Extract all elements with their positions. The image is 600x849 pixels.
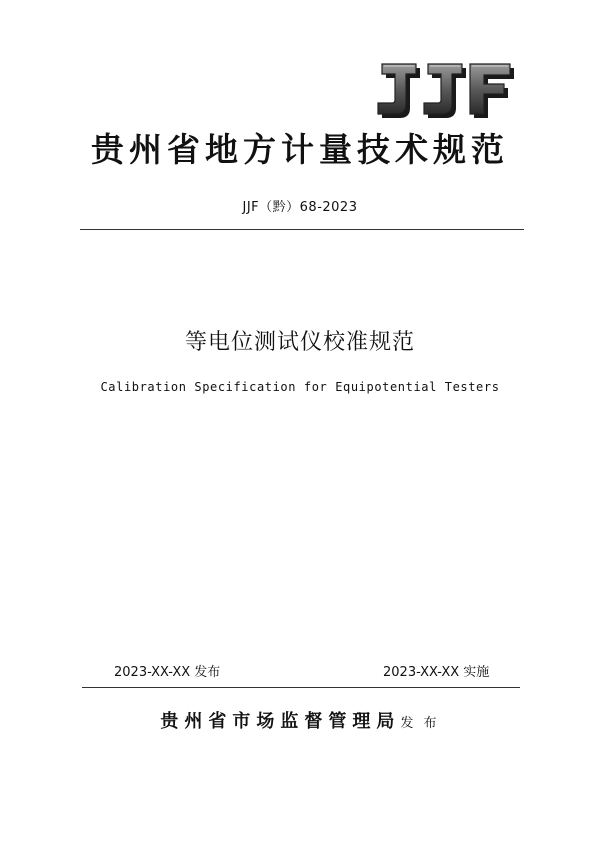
series-title: 贵州省地方计量技术规范: [91, 130, 509, 169]
issuer-name: 贵州省市场监督管理局: [160, 711, 401, 732]
effective-date: 2023-XX-XX 实施: [383, 665, 490, 680]
document-number: JJF（黔）68-2023: [242, 200, 358, 215]
issuer-suffix: 发 布: [400, 716, 440, 731]
jjf-logo-icon: [372, 60, 518, 120]
release-date: 2023-XX-XX 发布: [114, 665, 221, 680]
document-title-en: Calibration Specification for Equipotential Testers: [100, 380, 500, 394]
issuer-line: [0, 708, 600, 738]
top-divider: [80, 229, 524, 230]
document-title-cn: 等电位测试仪校准规范: [184, 330, 415, 355]
bottom-divider: [82, 687, 520, 688]
